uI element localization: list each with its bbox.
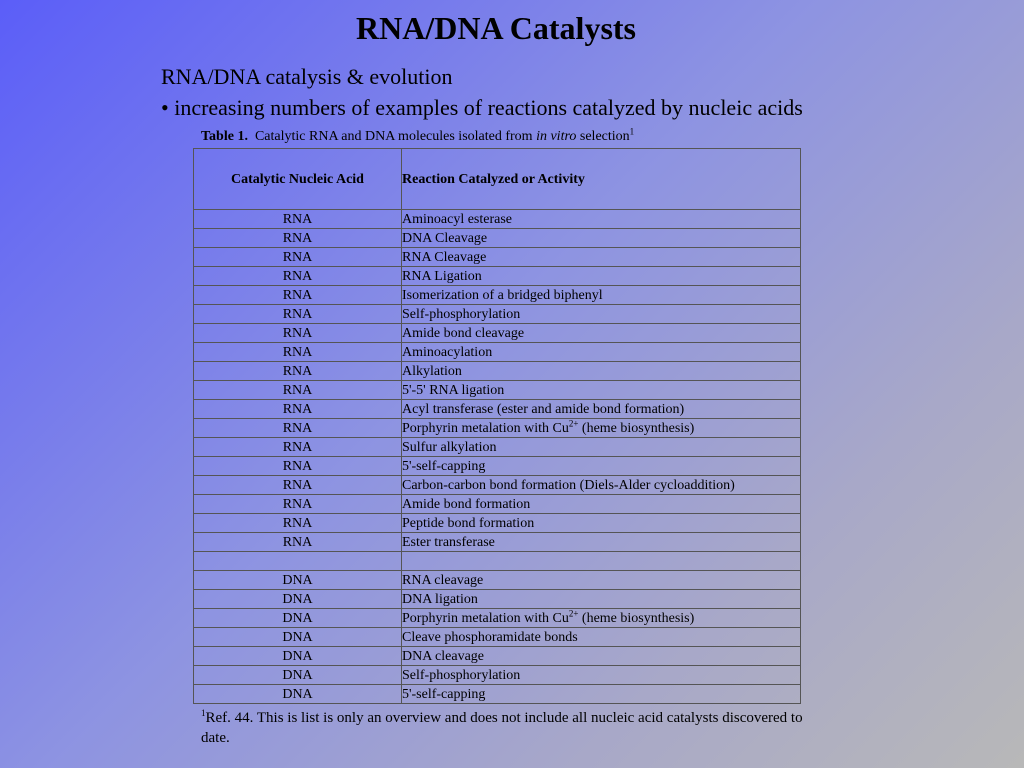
table-row [194, 305, 801, 324]
reaction-text-continued: (heme biosynthesis) [578, 610, 695, 626]
slide-title: RNA/DNA Catalysts [356, 10, 636, 46]
table-row [194, 286, 801, 305]
nucleic-acid-cell [194, 552, 402, 571]
nucleic-acid-cell: DNA [194, 647, 402, 666]
table-row [194, 343, 801, 362]
table-row [194, 666, 801, 685]
reaction-cell: RNA Ligation [402, 267, 801, 286]
nucleic-acid-cell: RNA [194, 419, 402, 438]
table-caption-italic: in vitro [536, 129, 577, 144]
table-row [194, 514, 801, 533]
table-caption-end: selection [579, 129, 630, 144]
nucleic-acid-cell: RNA [194, 476, 402, 495]
reaction-cell: Aminoacylation [402, 343, 801, 362]
nucleic-acid-cell: RNA [194, 495, 402, 514]
reaction-superscript: 2+ [568, 607, 579, 618]
reaction-cell: Amide bond formation [402, 495, 801, 514]
reaction-cell: DNA ligation [402, 590, 801, 609]
nucleic-acid-cell: RNA [194, 305, 402, 324]
reaction-cell: Aminoacyl esterase [402, 210, 801, 229]
reaction-cell: 5'-self-capping [402, 685, 801, 704]
nucleic-acid-cell: RNA [194, 533, 402, 552]
table-row [194, 590, 801, 609]
slide-bullet-point: • increasing numbers of examples of reactions catalyzed by nucleic acids [161, 95, 803, 120]
reaction-cell: Self-phosphorylation [402, 305, 801, 324]
table-row [194, 267, 801, 286]
reaction-cell: Cleave phosphoramidate bonds [402, 628, 801, 647]
table-row [194, 248, 801, 267]
reaction-text: Porphyrin metalation with Cu [402, 610, 569, 626]
table-row [194, 324, 801, 343]
reaction-cell [402, 419, 801, 438]
table-row [194, 381, 801, 400]
table-row [194, 229, 801, 248]
table-row [194, 685, 801, 704]
nucleic-acid-cell: RNA [194, 248, 402, 267]
nucleic-acid-cell: RNA [194, 229, 402, 248]
nucleic-acid-cell: DNA [194, 685, 402, 704]
table-row [194, 552, 801, 571]
nucleic-acid-cell: RNA [194, 438, 402, 457]
reaction-cell [402, 552, 801, 571]
reaction-cell: 5'-5' RNA ligation [402, 381, 801, 400]
reaction-cell: Peptide bond formation [402, 514, 801, 533]
nucleic-acid-cell: RNA [194, 210, 402, 229]
table-caption-ref: 1 [629, 126, 635, 137]
reaction-cell: Amide bond cleavage [402, 324, 801, 343]
table-row [194, 419, 801, 438]
reaction-cell: Alkylation [402, 362, 801, 381]
nucleic-acid-cell: RNA [194, 457, 402, 476]
header-reaction-catalyzed: Reaction Catalyzed or Activity [402, 149, 801, 210]
reaction-cell: Isomerization of a bridged biphenyl [402, 286, 801, 305]
table-caption-label: Table 1. [201, 129, 248, 144]
reaction-cell: Carbon-carbon bond formation (Diels-Alder cycloaddition) [402, 476, 801, 495]
catalysts-table [193, 148, 801, 704]
nucleic-acid-cell: RNA [194, 514, 402, 533]
nucleic-acid-cell: RNA [194, 324, 402, 343]
table-row [194, 647, 801, 666]
reaction-cell: Sulfur alkylation [402, 438, 801, 457]
table-row [194, 476, 801, 495]
nucleic-acid-cell: RNA [194, 400, 402, 419]
nucleic-acid-cell: RNA [194, 267, 402, 286]
table-caption-text: Catalytic RNA and DNA molecules isolated from [254, 129, 533, 144]
footnote-text: Ref. 44. This is list is only an overview and does not include all nucleic acid catalysts discovered to date. [201, 710, 803, 746]
nucleic-acid-cell: DNA [194, 571, 402, 590]
footnote-ref: 1 [201, 708, 206, 718]
reaction-cell: RNA Cleavage [402, 248, 801, 267]
table-header-row [194, 149, 801, 210]
table-row [194, 400, 801, 419]
nucleic-acid-cell: DNA [194, 590, 402, 609]
table-body [194, 210, 801, 704]
table-row [194, 362, 801, 381]
nucleic-acid-cell: RNA [194, 286, 402, 305]
nucleic-acid-cell: DNA [194, 666, 402, 685]
reaction-text-continued: (heme biosynthesis) [578, 420, 695, 436]
reaction-superscript: 2+ [568, 417, 579, 428]
reaction-cell [402, 609, 801, 628]
slide-subtitle: RNA/DNA catalysis & evolution [161, 64, 453, 89]
reaction-cell: DNA cleavage [402, 647, 801, 666]
reaction-cell: RNA cleavage [402, 571, 801, 590]
reaction-cell: 5'-self-capping [402, 457, 801, 476]
footnote [201, 708, 821, 748]
nucleic-acid-cell: DNA [194, 628, 402, 647]
reaction-cell: Acyl transferase (ester and amide bond formation) [402, 400, 801, 419]
table-row [194, 609, 801, 628]
table-row [194, 438, 801, 457]
header-catalytic-nucleic-acid: Catalytic Nucleic Acid [194, 149, 402, 210]
table-row [194, 495, 801, 514]
table-caption [201, 128, 634, 146]
nucleic-acid-cell: RNA [194, 343, 402, 362]
nucleic-acid-cell: DNA [194, 609, 402, 628]
table-row [194, 533, 801, 552]
reaction-cell: Ester transferase [402, 533, 801, 552]
table-row [194, 571, 801, 590]
reaction-cell: DNA Cleavage [402, 229, 801, 248]
table-row [194, 457, 801, 476]
nucleic-acid-cell: RNA [194, 381, 402, 400]
nucleic-acid-cell: RNA [194, 362, 402, 381]
table-row [194, 628, 801, 647]
reaction-cell: Self-phosphorylation [402, 666, 801, 685]
table-row [194, 210, 801, 229]
reaction-text: Porphyrin metalation with Cu [402, 420, 569, 436]
